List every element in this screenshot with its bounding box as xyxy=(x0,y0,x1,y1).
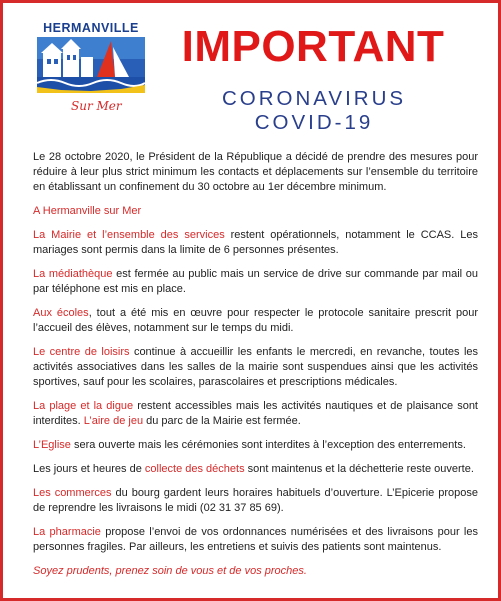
commerces-text: du bourg gardent leurs horaires habituels d’ouverture. L’Epicerie propose de reprendre les livraisons le midi (02 31 37 85 69). xyxy=(33,487,478,514)
plage-highlight: La plage et la digue xyxy=(33,400,134,412)
subtitle-line-1: CORONAVIRUS xyxy=(221,87,407,110)
page-title: IMPORTANT xyxy=(181,22,445,71)
mairie-paragraph xyxy=(33,228,478,258)
mediatheque-text: est fermée au public mais un service de drive sur commande par mail ou par téléphone est mis en place. xyxy=(33,268,478,295)
eglise-paragraph xyxy=(33,438,478,453)
eglise-text: sera ouverte mais les cérémonies sont interdites à l’exception des enterrements. xyxy=(70,439,466,451)
aire-de-jeu-text: du parc de la Mairie est fermée. xyxy=(143,415,301,427)
dechets-paragraph xyxy=(33,462,478,477)
closing-message: Soyez prudents, prenez soin de vous et de vos proches. xyxy=(33,565,307,577)
notice-body xyxy=(33,150,478,588)
eglise-highlight: L’Eglise xyxy=(33,439,71,451)
ecoles-paragraph xyxy=(33,306,478,336)
mairie-text: restent opérationnels, notamment le CCAS. Les mariages sont permis dans la limite de 6 personnes présentes. xyxy=(33,229,478,256)
pharmacie-text: propose l’envoi de vos ordonnances numérisées et des livraisons pour les personnes fragiles. Par ailleurs, les entretiens et suivis des patients sont maintenus. xyxy=(33,526,478,553)
commerces-paragraph xyxy=(33,486,478,516)
plage-paragraph xyxy=(33,399,478,429)
mairie-highlight: La Mairie et l’ensemble des services xyxy=(33,229,225,241)
mediatheque-paragraph xyxy=(33,267,478,297)
location-heading: A Hermanville sur Mer xyxy=(33,205,142,217)
intro-paragraph: Le 28 octobre 2020, le Président de la République a décidé de prendre des mesures pour réduire à leur plus strict minimum les contacts et déplacements sur l’ensemble du territoire en établissant un confinement du 30 octobre au 1er décembre minimum. xyxy=(33,151,478,193)
logo-subtitle: Sur Mer xyxy=(71,99,122,113)
ecoles-text: , tout a été mis en œuvre pour respecter le protocole sanitaire prescrit pour l’accueil des élèves, notamment sur le temps du midi. xyxy=(33,307,478,334)
loisirs-text: continue à accueillir les enfants le mercredi, en revanche, toutes les activités associatives dans les salles de la mairie sont suspendues ainsi que les activités sportives, sauf pour les scolaires, parascolaires et prescriptions médicales. xyxy=(33,346,479,388)
plage-text: restent accessibles mais les activités nautiques et de plaisance sont interdites. xyxy=(33,400,478,427)
dechets-text-start: Les jours et heures de xyxy=(33,463,145,475)
page-subtitle xyxy=(179,87,449,135)
aire-de-jeu-highlight: L’aire de jeu xyxy=(83,415,144,427)
subtitle-line-2: COVID-19 xyxy=(254,111,374,134)
dechets-highlight: collecte des déchets xyxy=(144,463,245,475)
pharmacie-paragraph xyxy=(33,525,478,555)
loisirs-paragraph xyxy=(33,345,478,390)
commerces-highlight: Les commerces xyxy=(33,487,112,499)
logo-town-name: HERMANVILLE xyxy=(43,21,139,35)
mediatheque-highlight: La médiathèque xyxy=(33,268,113,280)
hermanville-logo xyxy=(31,19,151,117)
loisirs-highlight: Le centre de loisirs xyxy=(33,346,130,358)
ecoles-highlight: Aux écoles xyxy=(33,307,89,319)
dechets-text-end: sont maintenus et la déchetterie reste ouverte. xyxy=(244,463,474,475)
pharmacie-highlight: La pharmacie xyxy=(33,526,101,538)
